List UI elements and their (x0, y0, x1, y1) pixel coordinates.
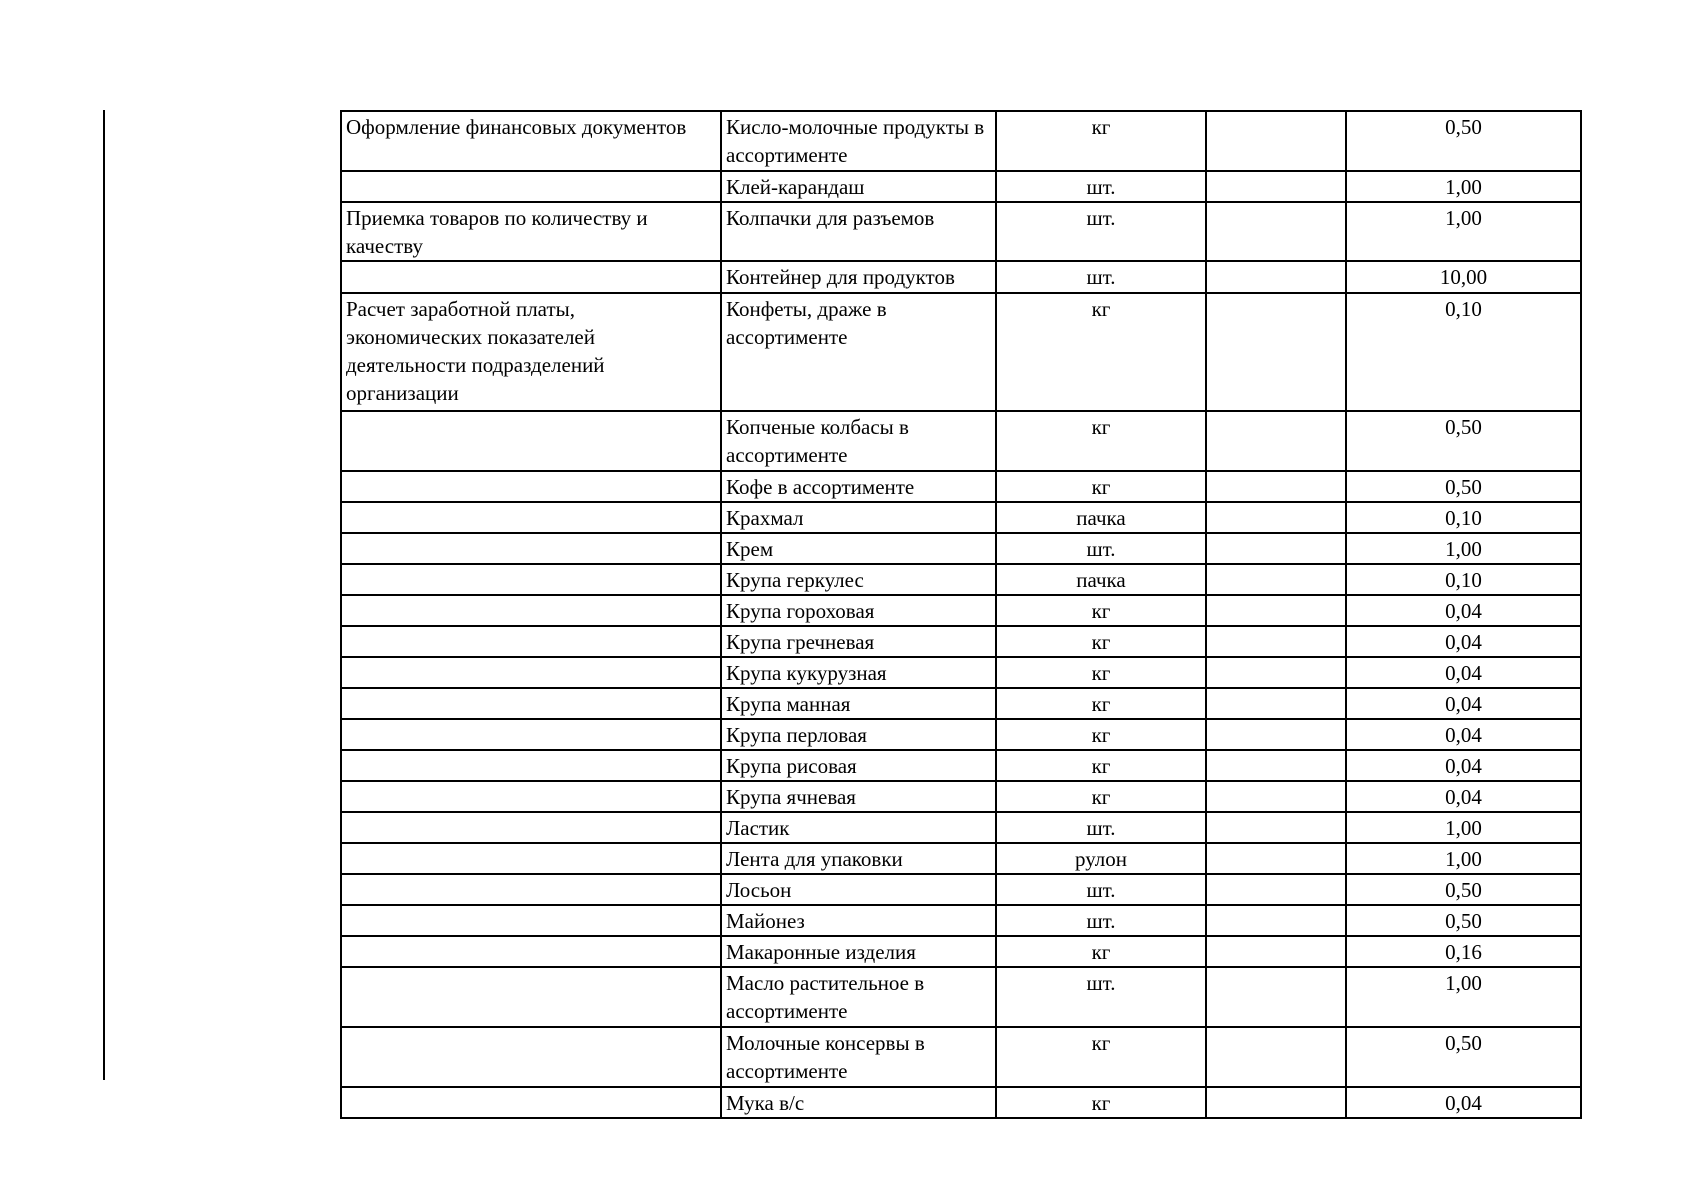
empty-cell (1206, 595, 1346, 626)
operation-cell (341, 261, 721, 293)
unit-cell: шт. (996, 202, 1206, 261)
operation-cell (341, 843, 721, 874)
item-name-cell: Контейнер для продуктов (721, 261, 996, 293)
empty-cell (1206, 471, 1346, 502)
unit-cell: кг (996, 111, 1206, 171)
unit-cell: шт. (996, 905, 1206, 936)
empty-cell (1206, 171, 1346, 202)
empty-cell (1206, 626, 1346, 657)
empty-cell (1206, 564, 1346, 595)
quantity-cell: 0,04 (1346, 1087, 1581, 1118)
empty-cell (1206, 411, 1346, 471)
unit-cell: кг (996, 626, 1206, 657)
table-row (341, 967, 1581, 1027)
table-row (341, 171, 1581, 202)
empty-cell (1206, 502, 1346, 533)
item-name-cell: Клей-карандаш (721, 171, 996, 202)
operation-cell (341, 626, 721, 657)
item-name-cell: Лента для упаковки (721, 843, 996, 874)
quantity-cell: 0,10 (1346, 293, 1581, 411)
unit-cell: кг (996, 595, 1206, 626)
unit-cell: кг (996, 688, 1206, 719)
item-name-cell: Крупа манная (721, 688, 996, 719)
operation-cell (341, 874, 721, 905)
item-name-cell: Крупа кукурузная (721, 657, 996, 688)
quantity-cell: 0,10 (1346, 564, 1581, 595)
table-row (341, 688, 1581, 719)
quantity-cell: 0,50 (1346, 471, 1581, 502)
unit-cell: шт. (996, 874, 1206, 905)
item-name-cell: Крупа ячневая (721, 781, 996, 812)
operation-cell (341, 171, 721, 202)
quantity-cell: 0,04 (1346, 781, 1581, 812)
quantity-cell: 0,04 (1346, 750, 1581, 781)
item-name-cell: Конфеты, драже в ассортименте (721, 293, 996, 411)
item-name-cell: Крупа рисовая (721, 750, 996, 781)
quantity-cell: 0,50 (1346, 111, 1581, 171)
operation-cell (341, 595, 721, 626)
table-row (341, 471, 1581, 502)
operation-cell (341, 1087, 721, 1118)
table-row (341, 750, 1581, 781)
table-row (341, 202, 1581, 261)
unit-cell: кг (996, 471, 1206, 502)
item-name-cell: Крем (721, 533, 996, 564)
item-name-cell: Макаронные изделия (721, 936, 996, 967)
unit-cell: рулон (996, 843, 1206, 874)
empty-cell (1206, 202, 1346, 261)
table-row (341, 936, 1581, 967)
item-name-cell: Крупа геркулес (721, 564, 996, 595)
unit-cell: шт. (996, 533, 1206, 564)
empty-cell (1206, 812, 1346, 843)
table-row (341, 533, 1581, 564)
table-row (341, 261, 1581, 293)
empty-cell (1206, 781, 1346, 812)
unit-cell: шт. (996, 261, 1206, 293)
operation-cell: Оформление финансовых документов (341, 111, 721, 171)
item-name-cell: Молочные консервы в ассортименте (721, 1027, 996, 1087)
operation-cell (341, 812, 721, 843)
quantity-cell: 0,50 (1346, 1027, 1581, 1087)
quantity-cell: 1,00 (1346, 202, 1581, 261)
item-name-cell: Крупа перловая (721, 719, 996, 750)
unit-cell: кг (996, 781, 1206, 812)
supplies-table (340, 110, 1582, 1119)
unit-cell: шт. (996, 967, 1206, 1027)
item-name-cell: Майонез (721, 905, 996, 936)
operation-cell (341, 657, 721, 688)
table-row (341, 111, 1581, 171)
quantity-cell: 0,04 (1346, 688, 1581, 719)
unit-cell: кг (996, 1027, 1206, 1087)
quantity-cell: 0,50 (1346, 905, 1581, 936)
operation-cell (341, 781, 721, 812)
empty-cell (1206, 905, 1346, 936)
operation-cell (341, 564, 721, 595)
item-name-cell: Колпачки для разъемов (721, 202, 996, 261)
unit-cell: шт. (996, 812, 1206, 843)
unit-cell: пачка (996, 502, 1206, 533)
unit-cell: кг (996, 719, 1206, 750)
quantity-cell: 10,00 (1346, 261, 1581, 293)
operation-cell (341, 936, 721, 967)
operation-cell (341, 533, 721, 564)
unit-cell: кг (996, 411, 1206, 471)
item-name-cell: Крупа гречневая (721, 626, 996, 657)
operation-cell (341, 1027, 721, 1087)
empty-cell (1206, 936, 1346, 967)
unit-cell: пачка (996, 564, 1206, 595)
table-row (341, 595, 1581, 626)
empty-cell (1206, 261, 1346, 293)
quantity-cell: 1,00 (1346, 171, 1581, 202)
empty-cell (1206, 1087, 1346, 1118)
table-row (341, 411, 1581, 471)
operation-cell: Приемка товаров по количеству и качеству (341, 202, 721, 261)
operation-cell (341, 502, 721, 533)
empty-cell (1206, 1027, 1346, 1087)
unit-cell: кг (996, 657, 1206, 688)
item-name-cell: Крахмал (721, 502, 996, 533)
empty-cell (1206, 874, 1346, 905)
quantity-cell: 1,00 (1346, 533, 1581, 564)
quantity-cell: 0,16 (1346, 936, 1581, 967)
item-name-cell: Кофе в ассортименте (721, 471, 996, 502)
table-row (341, 293, 1581, 411)
table-row (341, 657, 1581, 688)
operation-cell (341, 688, 721, 719)
operation-cell (341, 411, 721, 471)
table-row (341, 812, 1581, 843)
quantity-cell: 0,04 (1346, 657, 1581, 688)
unit-cell: шт. (996, 171, 1206, 202)
table-row (341, 626, 1581, 657)
unit-cell: кг (996, 1087, 1206, 1118)
operation-cell (341, 750, 721, 781)
empty-cell (1206, 688, 1346, 719)
quantity-cell: 1,00 (1346, 967, 1581, 1027)
empty-cell (1206, 843, 1346, 874)
quantity-cell: 0,04 (1346, 595, 1581, 626)
item-name-cell: Лосьон (721, 874, 996, 905)
table-row (341, 1027, 1581, 1087)
quantity-cell: 1,00 (1346, 812, 1581, 843)
quantity-cell: 0,04 (1346, 626, 1581, 657)
unit-cell: кг (996, 936, 1206, 967)
quantity-cell: 0,10 (1346, 502, 1581, 533)
quantity-cell: 0,50 (1346, 874, 1581, 905)
quantity-cell: 1,00 (1346, 843, 1581, 874)
operation-cell (341, 719, 721, 750)
operation-cell (341, 471, 721, 502)
empty-cell (1206, 533, 1346, 564)
table-row (341, 1087, 1581, 1118)
table-row (341, 719, 1581, 750)
quantity-cell: 0,50 (1346, 411, 1581, 471)
table-row (341, 781, 1581, 812)
table-body (341, 111, 1581, 1118)
left-margin-rule (103, 110, 105, 1080)
empty-cell (1206, 750, 1346, 781)
operation-cell (341, 905, 721, 936)
operation-cell (341, 967, 721, 1027)
empty-cell (1206, 293, 1346, 411)
item-name-cell: Ластик (721, 812, 996, 843)
empty-cell (1206, 719, 1346, 750)
table-row (341, 874, 1581, 905)
item-name-cell: Копченые колбасы в ассортименте (721, 411, 996, 471)
empty-cell (1206, 111, 1346, 171)
item-name-cell: Масло растительное в ассортименте (721, 967, 996, 1027)
unit-cell: кг (996, 750, 1206, 781)
empty-cell (1206, 967, 1346, 1027)
table-row (341, 905, 1581, 936)
table-row (341, 564, 1581, 595)
item-name-cell: Кисло-молочные продукты в ассортименте (721, 111, 996, 171)
item-name-cell: Мука в/с (721, 1087, 996, 1118)
quantity-cell: 0,04 (1346, 719, 1581, 750)
item-name-cell: Крупа гороховая (721, 595, 996, 626)
unit-cell: кг (996, 293, 1206, 411)
table-row (341, 843, 1581, 874)
table-row (341, 502, 1581, 533)
operation-cell: Расчет заработной платы, экономических показателей деятельности подразделений организации (341, 293, 721, 411)
empty-cell (1206, 657, 1346, 688)
